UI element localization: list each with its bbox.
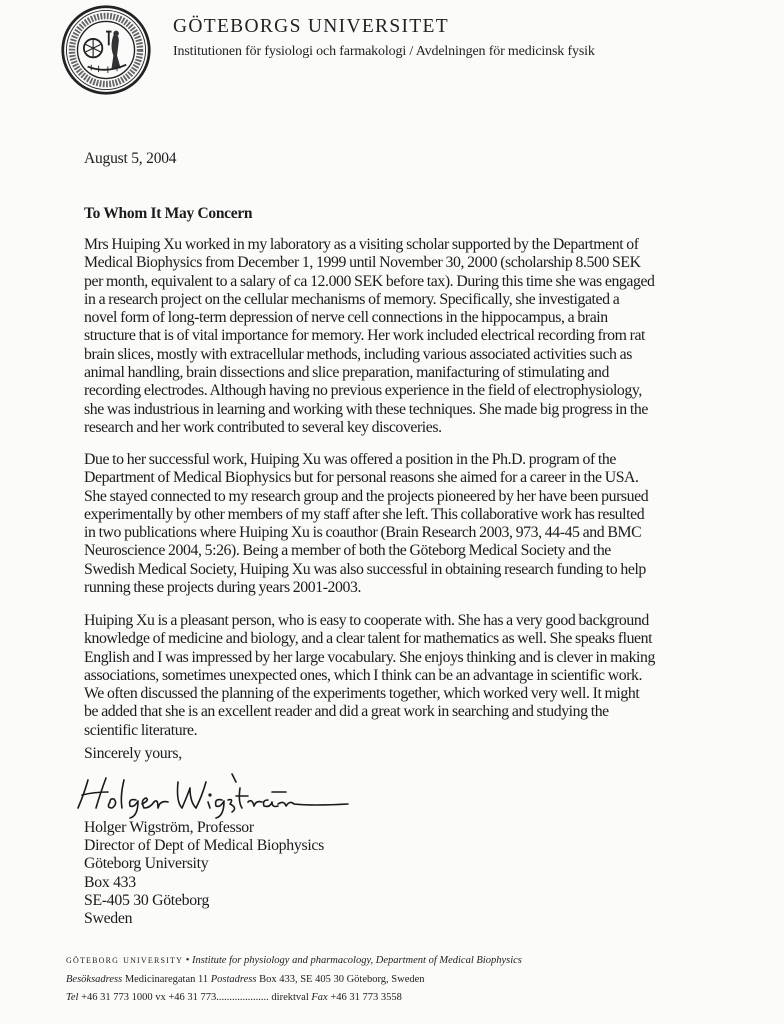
text-line: Medical Biophysics from December 1, 1999 until November 30, 2000 (scholarship 8.500 SEK <box>84 254 641 272</box>
text-line: Due to her successful work, Huiping Xu was offered a position in the Ph.D. program of the <box>84 451 616 468</box>
text-line: associations, sometimes unexpected ones, which I think can be an advantage in scientific work. <box>84 666 643 684</box>
letter-date: August 5, 2004 <box>84 150 177 167</box>
text-line: per month, equivalent to a salary of ca 12.000 SEK before tax). During this time she was engaged <box>84 272 655 290</box>
footer-line-phone <box>66 989 522 1008</box>
salutation: To Whom It May Concern <box>84 205 253 222</box>
letter-footer <box>66 951 522 1008</box>
footer-tel-label: Tel <box>66 992 79 1003</box>
signer-postcode: SE-405 30 Göteborg <box>84 891 210 909</box>
text-line: English and I was impressed by her large vocabulary. She enjoys thinking and is clever in making <box>84 648 655 666</box>
text-line: experimentally by other members of my staff after she left. This collaborative work has resulted <box>84 505 645 523</box>
footer-fax-label: Fax <box>311 992 328 1003</box>
text-line: Neuroscience 2004, 5:26). Being a member of both the Göteborg Medical Society and the <box>84 542 611 560</box>
footer-visit-label: Besöksadress <box>66 973 123 985</box>
footer-institute: Institute for physiology and pharmacology, Department of Medical Biophysics <box>192 955 522 966</box>
text-line: Huiping Xu is a pleasant person, who is easy to cooperate with. She has a very good background <box>84 612 649 629</box>
text-line: be added that she is an excellent reader and did a great work in searching and studying the <box>84 703 609 721</box>
text-line: brain slices, mostly with extracellular methods, including various associated activities such as <box>84 345 632 363</box>
text-line: in two publications where Huiping Xu is coauthor (Brain Research 2003, 973, 44-45 and BMC <box>84 524 642 542</box>
footer-visit-value: Medicinaregatan 11 <box>122 973 211 985</box>
text-line: We often discussed the planning of the experiments together, which worked very well. It might <box>84 685 640 703</box>
footer-post-value: Box 433, SE 405 30 Göteborg, Sweden <box>256 973 425 985</box>
department-line: Institutionen för fysiologi och farmakologi / Avdelningen för medicinsk fysik <box>173 44 595 59</box>
text-line: animal handling, brain dissections and slice preparation, manifacturing of stimulating and <box>84 364 609 382</box>
text-line: She stayed connected to my research group and the projects pioneered by her have been pursued <box>84 487 649 505</box>
signer-title: Director of Dept of Medical Biophysics <box>84 837 324 855</box>
text-line: she was industrious in learning and working with these techniques. She made big progress in the <box>84 400 648 418</box>
signer-country: Sweden <box>84 910 133 928</box>
footer-fax-value: +46 31 773 3558 <box>327 992 402 1003</box>
text-line: Swedish Medical Society, Huiping Xu was also successful in obtaining research funding to help <box>84 560 646 578</box>
closing: Sincerely yours, <box>84 745 182 762</box>
footer-separator: • <box>183 955 193 966</box>
text-line: research and her work contributed to several key discoveries. <box>84 418 442 436</box>
text-line: Department of Medical Biophysics but for personal reasons she aimed for a career in the USA. <box>84 469 639 487</box>
signer-name: Holger Wigström, Professor <box>84 819 254 836</box>
footer-tel-value: +46 31 773 1000 vx +46 31 773.................... direktval <box>78 992 312 1003</box>
text-line: recording electrodes. Although having no previous experience in the field of electrophysiology, <box>84 382 642 400</box>
text-line: novel form of long-term depression of nerve cell connections in the hippocampus, a brain <box>84 309 608 327</box>
body-paragraph-3 <box>84 612 655 740</box>
footer-line-address <box>66 971 522 990</box>
university-name: GÖTEBORGS UNIVERSITET <box>173 16 449 37</box>
text-line: Mrs Huiping Xu worked in my laboratory as a visiting scholar supported by the Department of <box>84 236 639 253</box>
body-paragraph-2 <box>84 451 648 597</box>
signer-institution: Göteborg University <box>84 855 209 873</box>
university-seal-icon <box>60 4 152 96</box>
footer-university: göteborg university <box>66 954 184 966</box>
text-line: structure that is of vital importance for memory. Her work included electrical recording from rat <box>84 327 646 345</box>
text-line: scientific literature. <box>84 721 198 739</box>
text-line: knowledge of medicine and biology, and a clear talent for mathematics as well. She speaks fluent <box>84 630 653 648</box>
signature-block <box>84 819 324 928</box>
footer-line-institution <box>66 951 522 971</box>
text-line: in a research project on the cellular mechanisms of memory. Specifically, she investigated a <box>84 290 620 308</box>
signer-box: Box 433 <box>84 873 136 891</box>
text-line: running these projects during years 2001-2003. <box>84 579 362 597</box>
handwritten-signature-icon <box>72 768 352 820</box>
footer-post-label: Postadress <box>210 973 257 985</box>
body-paragraph-1 <box>84 236 655 437</box>
